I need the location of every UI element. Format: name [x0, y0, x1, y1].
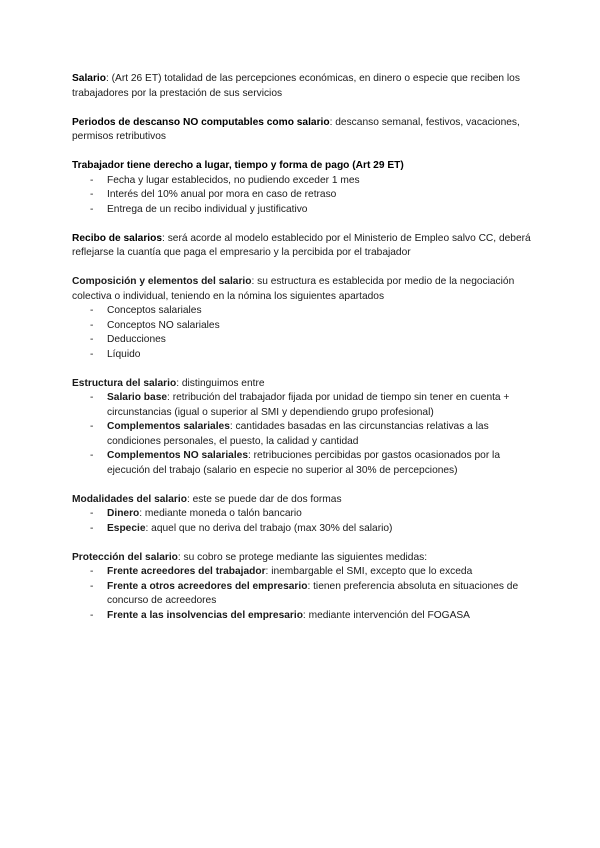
term: Protección del salario	[72, 551, 178, 563]
dash-bullet: -	[90, 305, 94, 316]
definition: : será acorde al modelo establecido por el Ministerio de Empleo salvo CC, deberá reflejarse la cuantía que paga el empresario y la percibida por el trabajador	[72, 232, 531, 258]
section-intro	[72, 551, 532, 566]
section-intro	[72, 377, 532, 392]
bullet-list	[72, 391, 532, 478]
dash-bullet: -	[90, 450, 94, 461]
dash-bullet: -	[90, 580, 94, 592]
dash-bullet: -	[90, 522, 94, 534]
list-item: - Líquido	[72, 348, 532, 363]
list-item: - Conceptos salariales	[72, 304, 532, 319]
section-estructura	[72, 377, 532, 479]
dash-bullet: -	[90, 174, 94, 186]
list-item: - Conceptos NO salariales	[72, 319, 532, 334]
bullet-list	[72, 565, 532, 623]
dash-bullet: -	[90, 566, 94, 577]
dash-bullet: -	[90, 508, 94, 519]
list-item: - Entrega de un recibo individual y justificativo	[72, 203, 532, 218]
section-composicion	[72, 275, 532, 362]
term: Composición y elementos del salario	[72, 276, 252, 287]
list-item: - Interés del 10% anual por mora en caso de retraso	[72, 188, 532, 203]
list-item: - Complementos NO salariales: retribuciones percibidas por gastos ocasionados por la ejecución del trabajo (salario en especie no superior al 30% de percepciones)	[90, 450, 500, 476]
section-proteccion	[72, 551, 532, 624]
term: Recibo de salarios	[72, 232, 163, 244]
dash-bullet: -	[90, 609, 94, 621]
definition: : su cobro se protege mediante las siguientes medidas:	[177, 551, 428, 563]
section-intro	[72, 493, 532, 508]
section-heading: Trabajador tiene derecho a lugar, tiempo y forma de pago (Art 29 ET)	[72, 160, 404, 171]
dash-bullet: -	[90, 421, 94, 432]
term: Estructura del salario	[72, 377, 177, 389]
bullet-list	[72, 507, 532, 536]
term: Salario	[72, 73, 106, 84]
list-item: - Frente a otros acreedores del empresario: tienen preferencia absoluta en situaciones de concurso de acreedores	[90, 580, 519, 606]
dash-bullet: -	[90, 392, 94, 403]
section-intro	[72, 275, 532, 304]
bullet-list	[72, 174, 532, 218]
definition: : su estructura es establecida por medio de la negociación colectiva o individual, teniendo en la nómina los siguientes apartados	[72, 276, 515, 302]
list-item: - Fecha y lugar establecidos, no pudiendo exceder 1 mes	[72, 174, 532, 189]
term: Periodos de descanso NO computables como salario	[72, 116, 330, 128]
definition: : distinguimos entre	[176, 377, 265, 389]
bullet-list	[72, 304, 532, 362]
section-salario	[72, 72, 532, 101]
list-item: - Deducciones	[72, 333, 532, 348]
list-item: - Frente a las insolvencias del empresario: mediante intervención del FOGASA	[72, 609, 532, 624]
list-item: - Frente acreedores del trabajador: inembargable el SMI, excepto que lo exceda	[72, 565, 532, 580]
dash-bullet: -	[90, 334, 94, 345]
section-recibo-salarios	[72, 232, 532, 261]
section-derecho-pago	[72, 159, 532, 217]
dash-bullet: -	[90, 203, 94, 215]
list-item: - Dinero: mediante moneda o talón bancario	[72, 507, 532, 522]
section-periodos-descanso	[72, 116, 532, 145]
list-item: - Salario base: retribución del trabajador fijada por unidad de tiempo sin tener en cuenta + circunstancias (igual o superior al SMI y dependiendo grupo profesional)	[90, 392, 510, 418]
dash-bullet: -	[90, 189, 94, 200]
term: Modalidades del salario	[72, 493, 187, 505]
definition: : este se puede dar de dos formas	[186, 493, 342, 505]
definition: : descanso semanal, festivos, vacaciones, permisos retributivos	[72, 116, 520, 142]
list-item: - Complementos salariales: cantidades basadas en las circunstancias relativas a las condiciones personales, el puesto, la calidad y cantidad	[90, 421, 489, 447]
dash-bullet: -	[90, 348, 94, 360]
document-page	[72, 72, 532, 638]
list-item: - Especie: aquel que no deriva del trabajo (max 30% del salario)	[72, 522, 532, 537]
section-modalidades	[72, 493, 532, 537]
definition: : (Art 26 ET) totalidad de las percepciones económicas, en dinero o especie que reciben los trabajadores por la prestación de sus servicios	[72, 73, 520, 99]
dash-bullet: -	[90, 319, 94, 331]
